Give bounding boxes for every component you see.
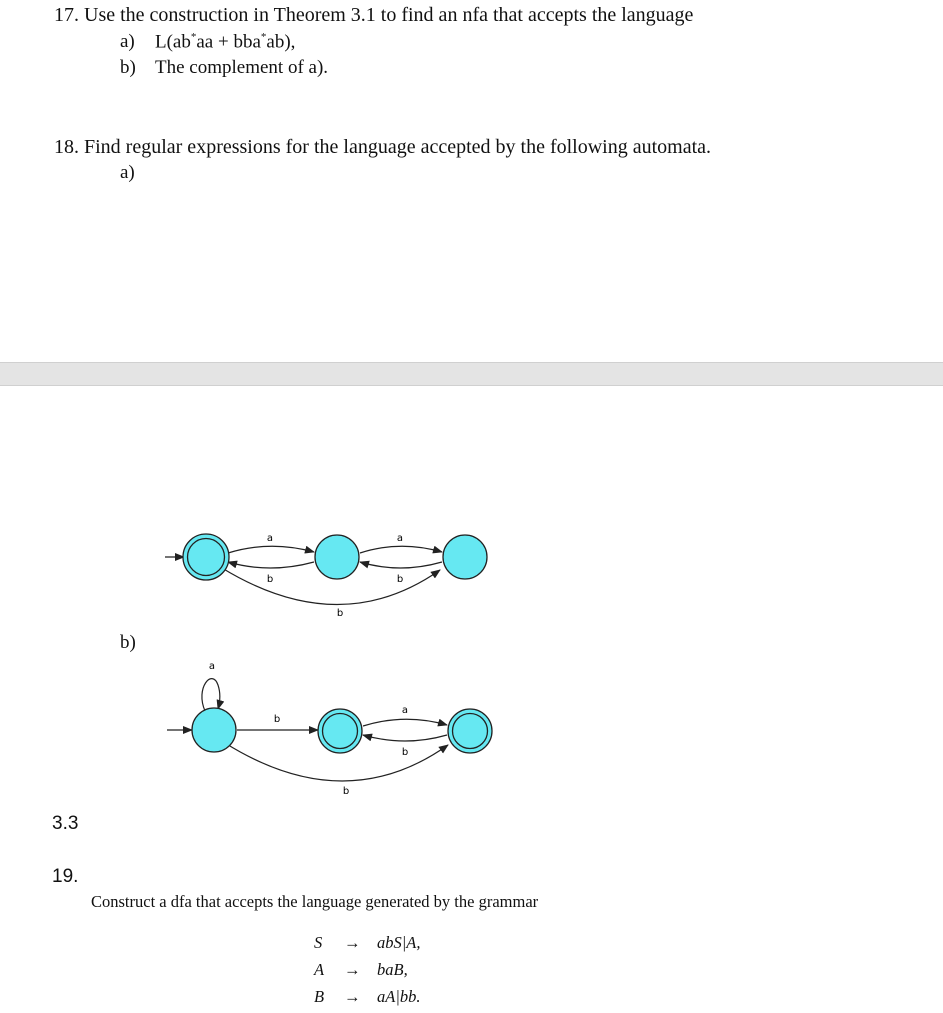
grammar-lhs-3: B (314, 987, 325, 1006)
label-b-top: a (401, 705, 409, 716)
edge-q1-q2-a (360, 546, 442, 553)
diagram-a (165, 533, 487, 619)
label-b-mid: b (273, 714, 281, 725)
q17-a-text: L(ab*aa + bba*ab), (155, 31, 296, 53)
q19-prompt: Construct a dfa that accepts the language generated by the grammar (91, 892, 539, 911)
grammar-rhs-1: abS|A, (377, 933, 421, 952)
grammar-lhs-1: S (314, 933, 323, 952)
grammar-arrow-1: → (344, 933, 361, 952)
label-a-bot2: b (396, 574, 404, 585)
grammar-arrow-3: → (344, 987, 361, 1006)
q17-a-label: a) (120, 31, 135, 52)
q18-a-label: a) (120, 162, 135, 183)
q17-prompt: 17. Use the construction in Theorem 3.1 to find an nfa that accepts the language (54, 4, 694, 26)
label-b-long: b (342, 786, 350, 797)
state-q2 (443, 535, 487, 579)
label-a-top1: a (266, 533, 274, 544)
q17-b-label: b) (120, 57, 136, 78)
grammar-rhs-3: aA|bb. (377, 987, 421, 1006)
q17-b-text: The complement of a). (155, 57, 329, 78)
label-a-long: b (336, 608, 344, 619)
edge-q1-q0-b (228, 562, 314, 568)
grammar-arrow-2: → (344, 960, 361, 979)
state-p2 (448, 709, 492, 753)
label-b-bot: b (401, 747, 409, 758)
state-q1 (315, 535, 359, 579)
q18-prompt: 18. Find regular expressions for the language accepted by the following automata. (54, 136, 712, 158)
edge-q2-q1-b (360, 562, 442, 568)
q18-b-label: b) (120, 632, 136, 653)
state-p0 (192, 708, 236, 752)
edge-p2-p1-b (363, 735, 447, 741)
edge-p1-p2-a (363, 719, 447, 726)
label-a-top2: a (396, 533, 404, 544)
state-p1 (318, 709, 362, 753)
self-loop-p0-a (202, 679, 220, 711)
edge-q0-q1-a (228, 546, 314, 553)
grammar-rhs-2: baB, (377, 960, 408, 979)
section-number: 3.3 (52, 813, 79, 834)
label-b-loop: a (208, 661, 216, 672)
grammar-lhs-2: A (314, 960, 325, 979)
q19-number: 19. (52, 866, 79, 887)
state-q0 (183, 534, 229, 580)
diagram-b (167, 661, 492, 797)
label-a-bot1: b (266, 574, 274, 585)
